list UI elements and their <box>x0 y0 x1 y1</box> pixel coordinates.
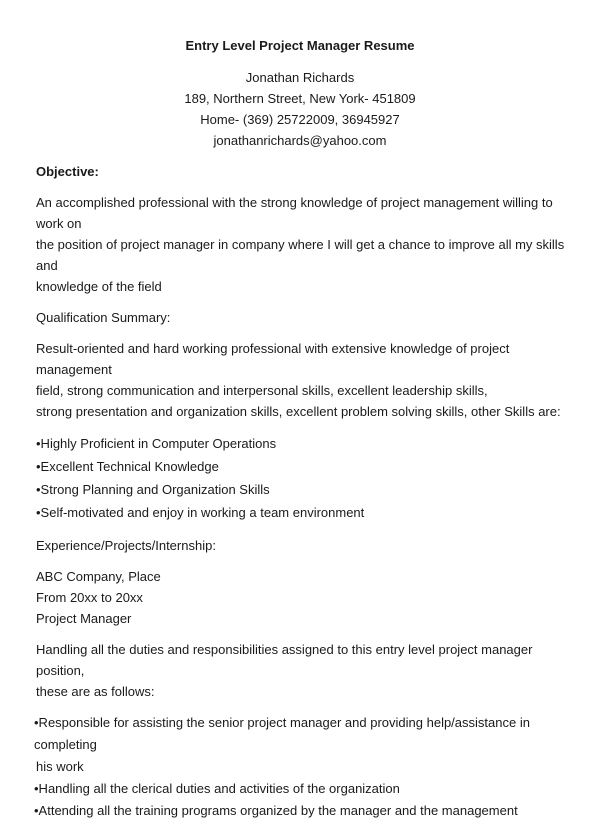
resume-header <box>0 0 600 151</box>
experience-company: ABC Company, Place <box>36 569 161 584</box>
qualification-heading: Qualification Summary: <box>36 310 171 325</box>
skill-item: •Highly Proficient in Computer Operations <box>36 436 277 451</box>
skill-item: •Strong Planning and Organization Skills <box>36 482 270 497</box>
experience-intro-line: Handling all the duties and responsibilities assigned to this entry level project manager position, <box>36 642 533 678</box>
skills-list <box>36 432 576 524</box>
duty-item: •Responsible for assisting the senior project manager and providing help/assistance in completing <box>34 715 530 752</box>
experience-entry <box>36 566 576 629</box>
objective-line: the position of project manager in company where I will get a chance to improve all my skills and <box>36 237 565 273</box>
experience-heading: Experience/Projects/Internship: <box>36 538 216 553</box>
objective-heading: Objective: <box>36 164 99 179</box>
skill-item: •Excellent Technical Knowledge <box>36 459 219 474</box>
duties-list <box>34 712 576 822</box>
objective-text <box>36 192 576 297</box>
qualification-line: strong presentation and organization skills, excellent problem solving skills, other Skills are: <box>36 404 561 419</box>
experience-role: Project Manager <box>36 611 132 626</box>
resume-title: Entry Level Project Manager Resume <box>185 38 415 53</box>
qualification-line: field, strong communication and interpersonal skills, excellent leadership skills, <box>36 383 488 398</box>
objective-line: An accomplished professional with the strong knowledge of project management willing to work on <box>36 195 553 231</box>
experience-intro-line: these are as follows: <box>36 684 155 699</box>
objective-line: knowledge of the field <box>36 279 162 294</box>
qualification-line: Result-oriented and hard working professional with extensive knowledge of project management <box>36 341 510 377</box>
contact-phone: Home- (369) 25722009, 36945927 <box>200 112 400 127</box>
duty-item: •Attending all the training programs organized by the manager and the management <box>34 803 518 818</box>
qualification-text <box>36 338 576 422</box>
contact-name: Jonathan Richards <box>245 70 355 85</box>
duty-item-continuation: his work <box>36 759 84 774</box>
duty-item: •Handling all the clerical duties and activities of the organization <box>34 781 400 796</box>
experience-dates: From 20xx to 20xx <box>36 590 143 605</box>
skill-item: •Self-motivated and enjoy in working a team environment <box>36 505 365 520</box>
experience-intro <box>36 639 576 702</box>
contact-address: 189, Northern Street, New York- 451809 <box>184 91 416 106</box>
contact-email: jonathanrichards@yahoo.com <box>213 133 387 148</box>
resume-body <box>36 162 576 822</box>
